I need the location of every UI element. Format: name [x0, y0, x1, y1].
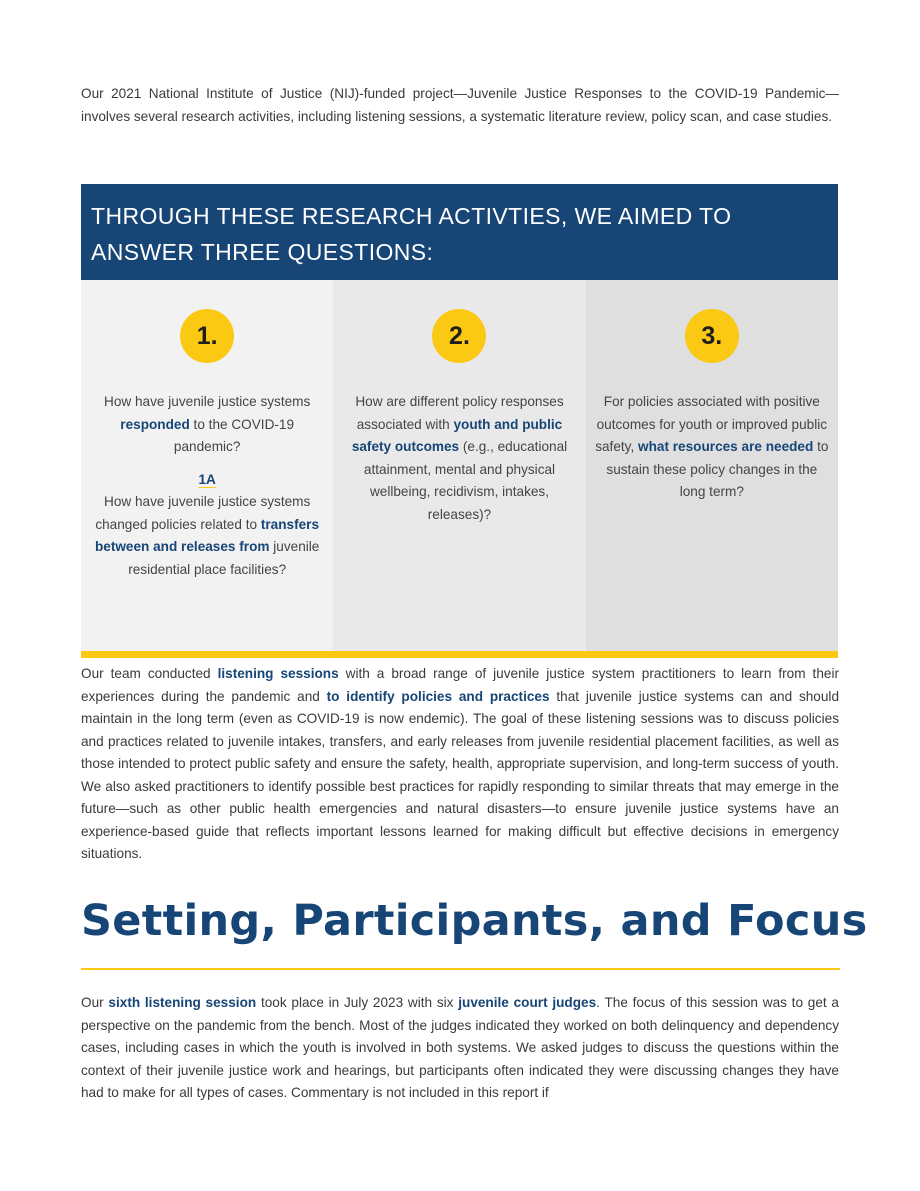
paragraph-text: took place in July 2023 with six [256, 995, 459, 1010]
questions-banner [81, 184, 838, 280]
paragraph-text: Our team conducted [81, 666, 218, 681]
question-column-3 [586, 280, 838, 651]
question-column-1 [81, 280, 333, 651]
section-heading: Setting, Participants, and Focus [81, 896, 868, 946]
paragraph-highlight: juvenile court judges [458, 995, 597, 1010]
question-text-part: How have juvenile justice systems [104, 394, 311, 409]
listening-sessions-paragraph [81, 663, 839, 866]
question-text-part: to the COVID-19 pandemic? [173, 416, 295, 454]
question-highlight: responded [120, 416, 190, 432]
question-text [341, 391, 577, 526]
paragraph-text: with a broad range of juvenile justice system practitioners to learn from their experiences during the pandemic and [81, 666, 839, 704]
question-number-badge: 1. [180, 309, 234, 363]
gold-divider-bar [81, 651, 838, 658]
paragraph-highlight: to identify policies and practices [326, 688, 550, 704]
question-number-badge: 2. [432, 309, 486, 363]
question-highlight: youth and public safety outcomes [351, 416, 563, 454]
question-number-badge: 3. [685, 309, 739, 363]
question-text-part: For policies associated with positive outcomes for youth or improved public safety, [595, 394, 828, 454]
question-text-part: (e.g., educational attainment, mental and physical wellbeing, recidivism, intakes, releases)? [363, 439, 568, 522]
intro-paragraph: Our 2021 National Institute of Justice (NIJ)-funded project—Juvenile Justice Responses to the COVID-19 Pandemic—involves several research activities, including listening sessions, a systematic literature review, policy scan, and case studies. [81, 86, 839, 124]
question-column-2 [333, 280, 585, 651]
sub-question-highlight: transfers between and releases from [94, 516, 320, 554]
paragraph-text: that juvenile justice systems can and should maintain in the long term (even as COVID-19 is now endemic). The goal of these listening sessions was to discuss policies and practices related to juvenile intakes, transfers, and early releases from juvenile residential placement facilities, as well as those intended to protect public safety and ensure the safety, health, appropriate supervision, and long-term success of youth. We also asked practitioners to identify possible best practices for rapidly responding to similar threats that may emerge in the future—such as other public health emergencies and natural disasters—to ensure juvenile justice systems have an experience-based guide that reflects important lessons learned for making difficult but effective decisions in emergency situations. [81, 688, 840, 861]
sub-question-text: How have juvenile justice systems changed policies related to [95, 494, 311, 532]
paragraph-text: . The focus of this session was to get a perspective on the pandemic from the bench. Most of the judges indicated they worked on both delinquency and dependency cases, including cases in which the youth is involved in both systems. We asked judges to discuss the questions within the context of their juvenile justice work and hearings, but participants often indicated they were discussing changes they have had to make for all types of cases. Commentary is not included in this report if [81, 995, 839, 1100]
questions-grid [81, 280, 838, 651]
section-divider [81, 968, 840, 970]
question-text-part: How are different policy responses associated with [355, 394, 564, 432]
question-text [594, 391, 830, 504]
banner-title-line-2: ANSWER THREE QUESTIONS: [91, 239, 434, 265]
banner-title-line-1: THROUGH THESE RESEARCH ACTIVTIES, WE AIMED TO [91, 203, 732, 229]
setting-paragraph [81, 992, 839, 1105]
paragraph-text: Our [81, 995, 109, 1010]
question-text [89, 391, 325, 581]
question-text-part: to sustain these policy changes in the long term? [606, 439, 829, 499]
sub-question-text: juvenile residential place facilities? [128, 539, 320, 577]
question-highlight: what resources are needed [638, 439, 814, 454]
sub-question-label: 1A [198, 471, 216, 487]
paragraph-highlight: sixth listening session [108, 995, 257, 1010]
paragraph-highlight: listening sessions [217, 666, 339, 681]
